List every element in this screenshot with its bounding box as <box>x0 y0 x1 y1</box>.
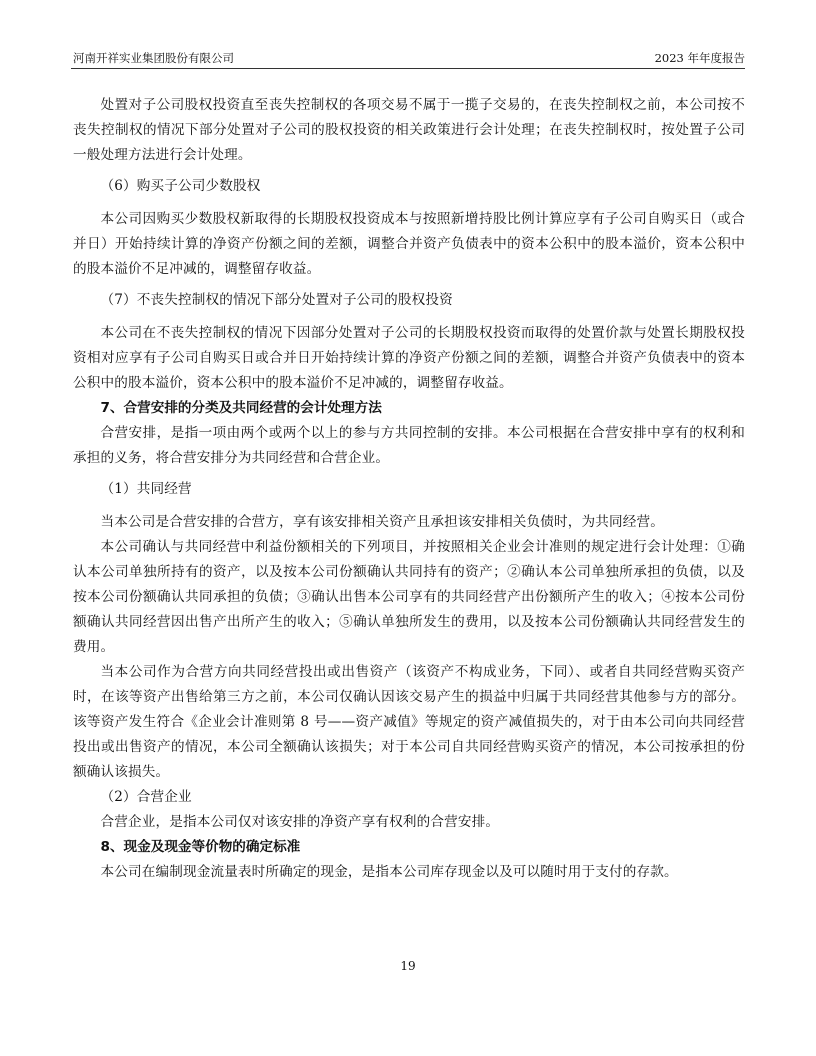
paragraph-joint-operations-transactions: 当本公司作为合营方向共同经营投出或出售资产（该资产不构成业务，下同）、或者自共同经营购买资产时，在该等资产出售给第三方之前，本公司仅确认因该交易产生的损益中归属于共同经营其他参与方的部分。该等资产发生符合《企业会计准则第 8 号——资产减值》等规定的资产减值损失的，对于由本公司向共同经营投出或出售资产的情况，本公司全额确认该损失；对于本公司自共同经营购买资产的情况，本公司按承担的份额确认该损失。 <box>73 664 745 780</box>
header-divider <box>71 68 745 69</box>
page-number: 19 <box>400 959 416 973</box>
subsection-title-joint-ventures: （2）合营企业 <box>100 789 192 805</box>
header-report-title: 2023 年年度报告 <box>654 51 745 65</box>
subsection-title-partial-disposal: （7）不丧失控制权的情况下部分处置对子公司的股权投资 <box>100 292 453 308</box>
paragraph-joint-operations-recognition: 本公司确认与共同经营中利益份额相关的下列项目，并按照相关企业会计准则的规定进行会计处理：①确认本公司单独所持有的资产，以及按本公司份额确认共同持有的资产；②确认本公司单独所承担的负债，以及按本公司份额确认共同承担的负债；③确认出售本公司享有的共同经营产出份额所产生的收入；④按本公司份额确认共同经营因出售产出所产生的收入；⑤确认单独所发生的费用，以及按本公司份额确认共同经营发生的费用。 <box>73 539 745 655</box>
header-company-name: 河南开祥实业集团股份有限公司 <box>73 51 234 65</box>
paragraph-joint-arrangements: 合营安排，是指一项由两个或两个以上的参与方共同控制的安排。本公司根据在合营安排中享有的权利和承担的义务，将合营安排分为共同经营和合营企业。 <box>73 425 745 466</box>
paragraph-minority-purchase: 本公司因购买少数股权新取得的长期股权投资成本与按照新增持股比例计算应享有子公司自购买日（或合并日）开始持续计算的净资产份额之间的差额，调整合并资产负债表中的资本公积中的股本溢价，资本公积中的股本溢价不足冲减的，调整留存收益。 <box>73 211 745 277</box>
section-heading-joint-arrangements: 7、合营安排的分类及共同经营的会计处理方法 <box>100 400 382 416</box>
section-heading-cash-equivalents: 8、现金及现金等价物的确定标准 <box>100 839 301 855</box>
subsection-title-joint-operations: （1）共同经营 <box>100 481 192 497</box>
paragraph-joint-operations-definition: 当本公司是合营安排的合营方，享有该安排相关资产且承担该安排相关负债时，为共同经营。 <box>100 514 664 530</box>
subsection-title-minority-purchase: （6）购买子公司少数股权 <box>100 178 261 194</box>
document-body <box>73 93 745 885</box>
paragraph-cash-equivalents: 本公司在编制现金流量表时所确定的现金，是指本公司库存现金以及可以随时用于支付的存款。 <box>100 864 678 880</box>
page-header <box>73 50 745 66</box>
paragraph-disposal-before-loss-of-control: 处置对子公司股权投资直至丧失控制权的各项交易不属于一揽子交易的，在丧失控制权之前，本公司按不丧失控制权的情况下部分处置对子公司的股权投资的相关政策进行会计处理；在丧失控制权时，按处置子公司一般处理方法进行会计处理。 <box>73 97 745 163</box>
paragraph-partial-disposal: 本公司在不丧失控制权的情况下因部分处置对子公司的长期股权投资而取得的处置价款与处置长期股权投资相对应享有子公司自购买日或合并日开始持续计算的净资产份额之间的差额，调整合并资产负债表中的资本公积中的股本溢价，资本公积中的股本溢价不足冲减的，调整留存收益。 <box>73 325 745 391</box>
paragraph-joint-ventures: 合营企业，是指本公司仅对该安排的净资产享有权利的合营安排。 <box>100 814 500 830</box>
